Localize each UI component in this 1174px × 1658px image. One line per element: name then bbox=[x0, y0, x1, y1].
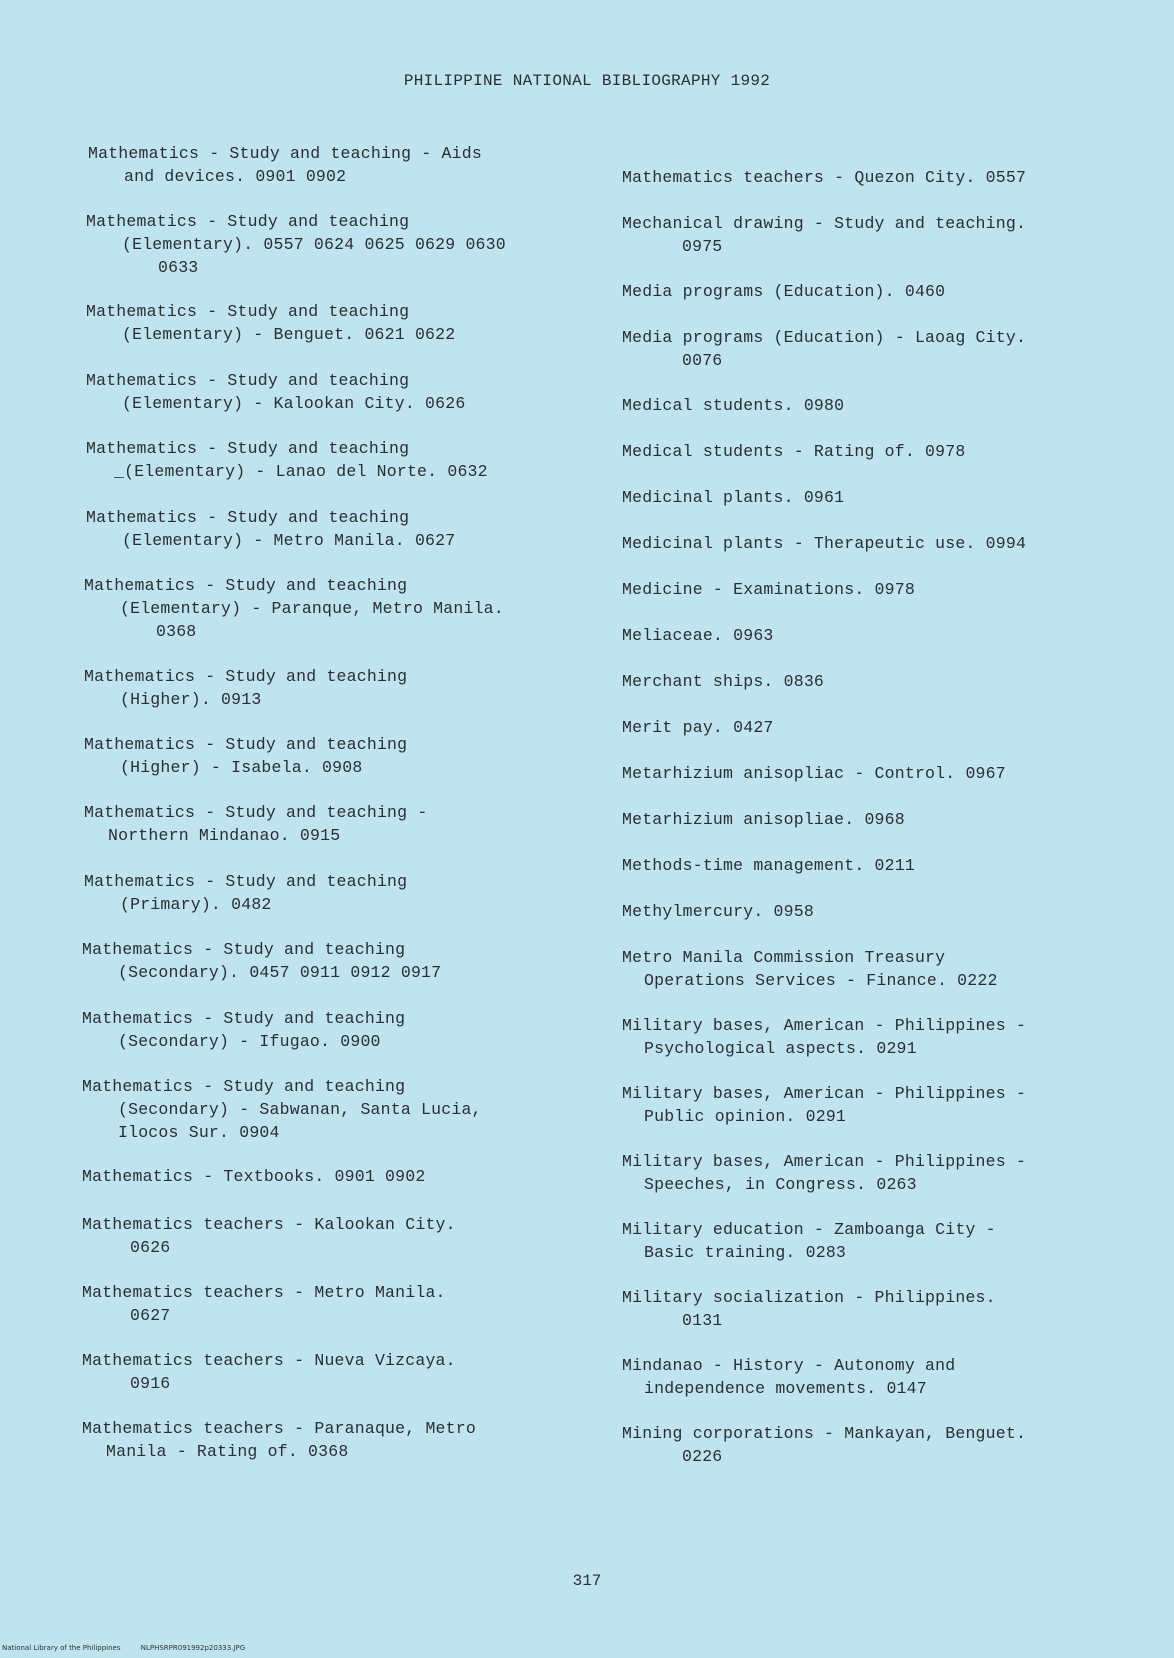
index-entry bbox=[82, 1165, 425, 1188]
entry-line: Mathematics - Study and teaching bbox=[86, 371, 410, 390]
entry-line: Mining corporations - Mankayan, Benguet. bbox=[622, 1424, 1027, 1443]
entry-line: (Elementary) - Paranque, Metro Manila. bbox=[120, 599, 504, 618]
index-entry bbox=[622, 1218, 996, 1264]
index-entry bbox=[622, 532, 1026, 555]
entry-line: Military bases, American - Philippines - bbox=[622, 1084, 1027, 1103]
index-entry bbox=[622, 166, 1026, 189]
entry-line: Psychological aspects. 0291 bbox=[644, 1039, 917, 1058]
index-entry bbox=[84, 870, 407, 916]
index-entry bbox=[622, 1422, 1026, 1468]
entry-line: independence movements. 0147 bbox=[644, 1379, 927, 1398]
index-entry bbox=[622, 854, 915, 877]
index-entry bbox=[622, 486, 844, 509]
page-title: PHILIPPINE NATIONAL BIBLIOGRAPHY 1992 bbox=[403, 72, 771, 90]
entry-line: Meliaceae. 0963 bbox=[622, 626, 774, 645]
page-number: 317 bbox=[572, 1572, 602, 1590]
entry-line: Mathematics - Study and teaching bbox=[82, 940, 406, 959]
entry-line: (Higher). 0913 bbox=[120, 690, 262, 709]
index-entry bbox=[84, 574, 504, 643]
index-entry bbox=[622, 1150, 1026, 1196]
entry-line: Mechanical drawing - Study and teaching. bbox=[622, 214, 1027, 233]
index-entry bbox=[622, 1014, 1026, 1060]
entry-line: Military socialization - Philippines. bbox=[622, 1288, 996, 1307]
entry-line: Metarhizium anisopliac - Control. 0967 bbox=[622, 764, 1006, 783]
entry-line: Mathematics - Study and teaching bbox=[84, 667, 408, 686]
index-entry bbox=[622, 624, 774, 647]
entry-line: Medicinal plants. 0961 bbox=[622, 488, 845, 507]
entry-line: (Secondary) - Sabwanan, Santa Lucia, bbox=[118, 1100, 482, 1119]
entry-line: Medicine - Examinations. 0978 bbox=[622, 580, 915, 599]
entry-line: Merchant ships. 0836 bbox=[622, 672, 825, 691]
entry-line: Operations Services - Finance. 0222 bbox=[644, 971, 998, 990]
index-entry bbox=[82, 1213, 456, 1259]
entry-line: 0626 bbox=[130, 1238, 171, 1257]
entry-line: Ilocos Sur. 0904 bbox=[118, 1123, 280, 1142]
entry-line: Mathematics - Study and teaching bbox=[86, 508, 410, 527]
entry-line: Medical students. 0980 bbox=[622, 396, 845, 415]
index-entry bbox=[82, 1281, 446, 1327]
entry-line: Public opinion. 0291 bbox=[644, 1107, 847, 1126]
entry-line: 0975 bbox=[682, 237, 723, 256]
index-entry bbox=[86, 437, 488, 483]
entry-line: 0076 bbox=[682, 351, 723, 370]
entry-line: Medicinal plants - Therapeutic use. 0994 bbox=[622, 534, 1027, 553]
entry-line: Mathematics teachers - Nueva Vizcaya. bbox=[82, 1351, 456, 1370]
entry-line: (Primary). 0482 bbox=[120, 895, 272, 914]
index-entry bbox=[622, 946, 998, 992]
index-entry bbox=[622, 394, 844, 417]
entry-line: Military education - Zamboanga City - bbox=[622, 1220, 996, 1239]
index-entry bbox=[622, 1354, 955, 1400]
entry-line: Military bases, American - Philippines - bbox=[622, 1016, 1027, 1035]
index-entry bbox=[622, 440, 965, 463]
index-entry bbox=[86, 369, 465, 415]
entry-line: _(Elementary) - Lanao del Norte. 0632 bbox=[114, 462, 488, 481]
entry-line: (Elementary) - Kalookan City. 0626 bbox=[122, 394, 466, 413]
entry-line: Northern Mindanao. 0915 bbox=[108, 826, 341, 845]
entry-line: Military bases, American - Philippines - bbox=[622, 1152, 1027, 1171]
index-entry bbox=[82, 1075, 482, 1144]
index-entry bbox=[622, 212, 1026, 258]
index-entry bbox=[84, 801, 427, 847]
index-entry bbox=[622, 578, 915, 601]
entry-line: 0633 bbox=[158, 258, 199, 277]
entry-line: 0131 bbox=[682, 1311, 723, 1330]
entry-line: Mathematics - Study and teaching bbox=[84, 872, 408, 891]
index-entry bbox=[84, 665, 407, 711]
entry-line: Mathematics - Study and teaching - Aids bbox=[88, 144, 482, 163]
entry-line: 0368 bbox=[156, 622, 197, 641]
entry-line: Mathematics - Study and teaching bbox=[86, 212, 410, 231]
entry-line: Mathematics teachers - Metro Manila. bbox=[82, 1283, 446, 1302]
entry-line: Media programs (Education) - Laoag City. bbox=[622, 328, 1027, 347]
index-entry bbox=[622, 326, 1026, 372]
entry-line: Metarhizium anisopliae. 0968 bbox=[622, 810, 905, 829]
entry-line: Mathematics teachers - Quezon City. 0557 bbox=[622, 168, 1027, 187]
entry-line: Metro Manila Commission Treasury bbox=[622, 948, 946, 967]
index-entry bbox=[82, 938, 441, 984]
entry-line: and devices. 0901 0902 bbox=[124, 167, 347, 186]
entry-line: (Elementary). 0557 0624 0625 0629 0630 bbox=[122, 235, 506, 254]
entry-line: 0916 bbox=[130, 1374, 171, 1393]
entry-line: Mathematics - Textbooks. 0901 0902 bbox=[82, 1167, 426, 1186]
entry-line: Manila - Rating of. 0368 bbox=[106, 1442, 349, 1461]
index-entry bbox=[86, 210, 506, 279]
entry-line: Medical students - Rating of. 0978 bbox=[622, 442, 966, 461]
index-entry bbox=[622, 716, 774, 739]
entry-line: 0226 bbox=[682, 1447, 723, 1466]
index-entry bbox=[82, 1007, 405, 1053]
index-entry bbox=[622, 900, 814, 923]
entry-line: Mathematics - Study and teaching bbox=[84, 735, 408, 754]
index-entry bbox=[622, 808, 905, 831]
library-credit: National Library of the Philippines bbox=[2, 1644, 121, 1652]
entry-line: Methods-time management. 0211 bbox=[622, 856, 915, 875]
entry-line: Mathematics - Study and teaching bbox=[82, 1009, 406, 1028]
entry-line: Mathematics teachers - Kalookan City. bbox=[82, 1215, 456, 1234]
entry-line: Mathematics - Study and teaching bbox=[84, 576, 408, 595]
file-id: NLPHSRPR091992p20333.JPG bbox=[140, 1644, 246, 1652]
index-entry bbox=[622, 670, 824, 693]
index-entry bbox=[82, 1417, 476, 1463]
index-entry bbox=[86, 300, 455, 346]
entry-line: (Elementary) - Benguet. 0621 0622 bbox=[122, 325, 456, 344]
entry-line: Mathematics - Study and teaching bbox=[86, 302, 410, 321]
entry-line: Mathematics - Study and teaching bbox=[82, 1077, 406, 1096]
entry-line: Mindanao - History - Autonomy and bbox=[622, 1356, 956, 1375]
entry-line: (Secondary). 0457 0911 0912 0917 bbox=[118, 963, 442, 982]
entry-line: Merit pay. 0427 bbox=[622, 718, 774, 737]
entry-line: Mathematics - Study and teaching - bbox=[84, 803, 428, 822]
entry-line: Methylmercury. 0958 bbox=[622, 902, 814, 921]
index-entry bbox=[622, 1082, 1026, 1128]
entry-line: (Elementary) - Metro Manila. 0627 bbox=[122, 531, 456, 550]
index-entry bbox=[622, 1286, 996, 1332]
entry-line: Mathematics - Study and teaching bbox=[86, 439, 410, 458]
entry-line: Media programs (Education). 0460 bbox=[622, 282, 946, 301]
entry-line: (Higher) - Isabela. 0908 bbox=[120, 758, 363, 777]
index-entry bbox=[86, 506, 455, 552]
entry-line: 0627 bbox=[130, 1306, 171, 1325]
index-entry bbox=[84, 733, 407, 779]
scan-footer bbox=[2, 1644, 263, 1652]
index-entry bbox=[82, 1349, 456, 1395]
index-entry bbox=[622, 280, 945, 303]
index-entry bbox=[622, 762, 1006, 785]
entry-line: Speeches, in Congress. 0263 bbox=[644, 1175, 917, 1194]
entry-line: Mathematics teachers - Paranaque, Metro bbox=[82, 1419, 476, 1438]
index-entry bbox=[88, 142, 482, 188]
entry-line: Basic training. 0283 bbox=[644, 1243, 847, 1262]
entry-line: (Secondary) - Ifugao. 0900 bbox=[118, 1032, 381, 1051]
